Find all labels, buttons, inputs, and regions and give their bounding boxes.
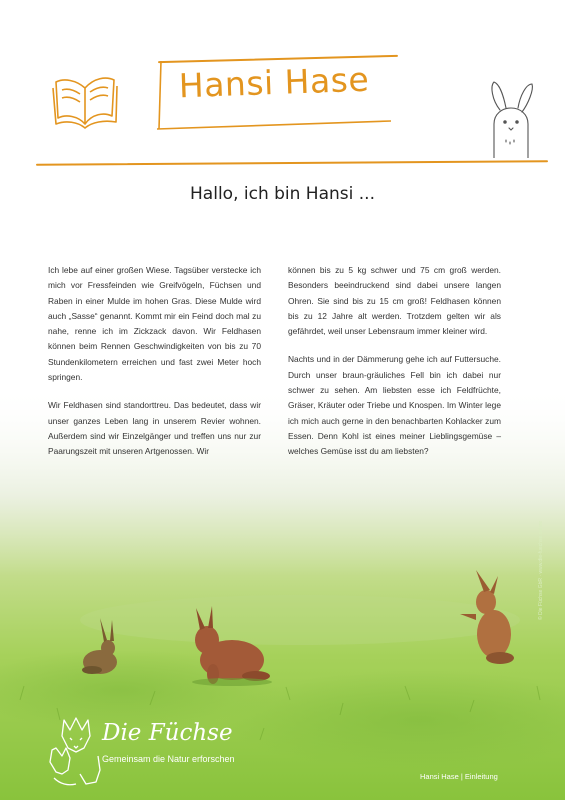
- bunny-icon: [486, 80, 536, 158]
- logo-tagline: Gemeinsam die Natur erforschen: [102, 754, 235, 764]
- greeting-heading: Hallo, ich bin Hansi ...: [190, 184, 375, 204]
- fox-family-icon: [46, 714, 102, 788]
- paragraph: Nachts und in der Dämmerung gehe ich auf Futtersuche. Durch unser braun-gräuliches Fell bin ich dabei nur schwer zu sehen. Am liebsten esse ich Feldfrüchte, Gräser, Kräuter oder Triebe und Knospen. Im Winter lege ich mich auch gerne in den benachbarten Kohlacker zum Essen. Denn Kohl ist eines meiner Lieblingsgemüse – welches Gemüse isst du am liebsten?: [288, 354, 501, 457]
- logo-name: Die Füchse: [102, 720, 233, 746]
- text-column-right: [288, 263, 501, 473]
- text-column-left: [48, 263, 261, 473]
- open-book-icon: [52, 66, 118, 130]
- title-frame: [151, 55, 397, 135]
- paragraph: Ich lebe auf einer großen Wiese. Tagsüber verstecke ich mich vor Fressfeinden wie Greifvögeln, Füchsen und Raben in einer Mulde im hohen Gras. Diese Mulde wird auch „Sasse“ genannt. Kommt mir ein Feind doch mal zu nahe, renne ich im Zickzack davon. Wir Feldhasen können beim Rennen Geschwindigkeiten von bis zu 70 Stundenkilometern erreichen und fast zwei Meter hoch springen.: [48, 265, 261, 383]
- footer-label: Hansi Hase | Einleitung: [420, 772, 498, 781]
- copyright-note: © Die Füchse GbR · www.die-fuechse.online: [538, 520, 544, 620]
- paragraph: Wir Feldhasen sind standorttreu. Das bedeutet, dass wir unser ganzes Leben lang in unserem Revier wohnen. Außerdem sind wir Einzelgänger und treffen uns nur zur Paarungszeit mit unseren Artgenossen. Wir: [48, 400, 261, 457]
- page-title: Hansi Hase: [178, 59, 370, 106]
- brand-logo: [46, 714, 256, 788]
- paragraph: können bis zu 5 kg schwer und 75 cm groß werden. Besonders beeindruckend sind dabei unsere langen Ohren. Sie sind bis zu 15 cm groß! Feldhasen können bis zu 12 Jahre alt werden. Trotzdem gelten wir als gefährdet, weil unser Lebensraum immer kleiner wird.: [288, 265, 501, 337]
